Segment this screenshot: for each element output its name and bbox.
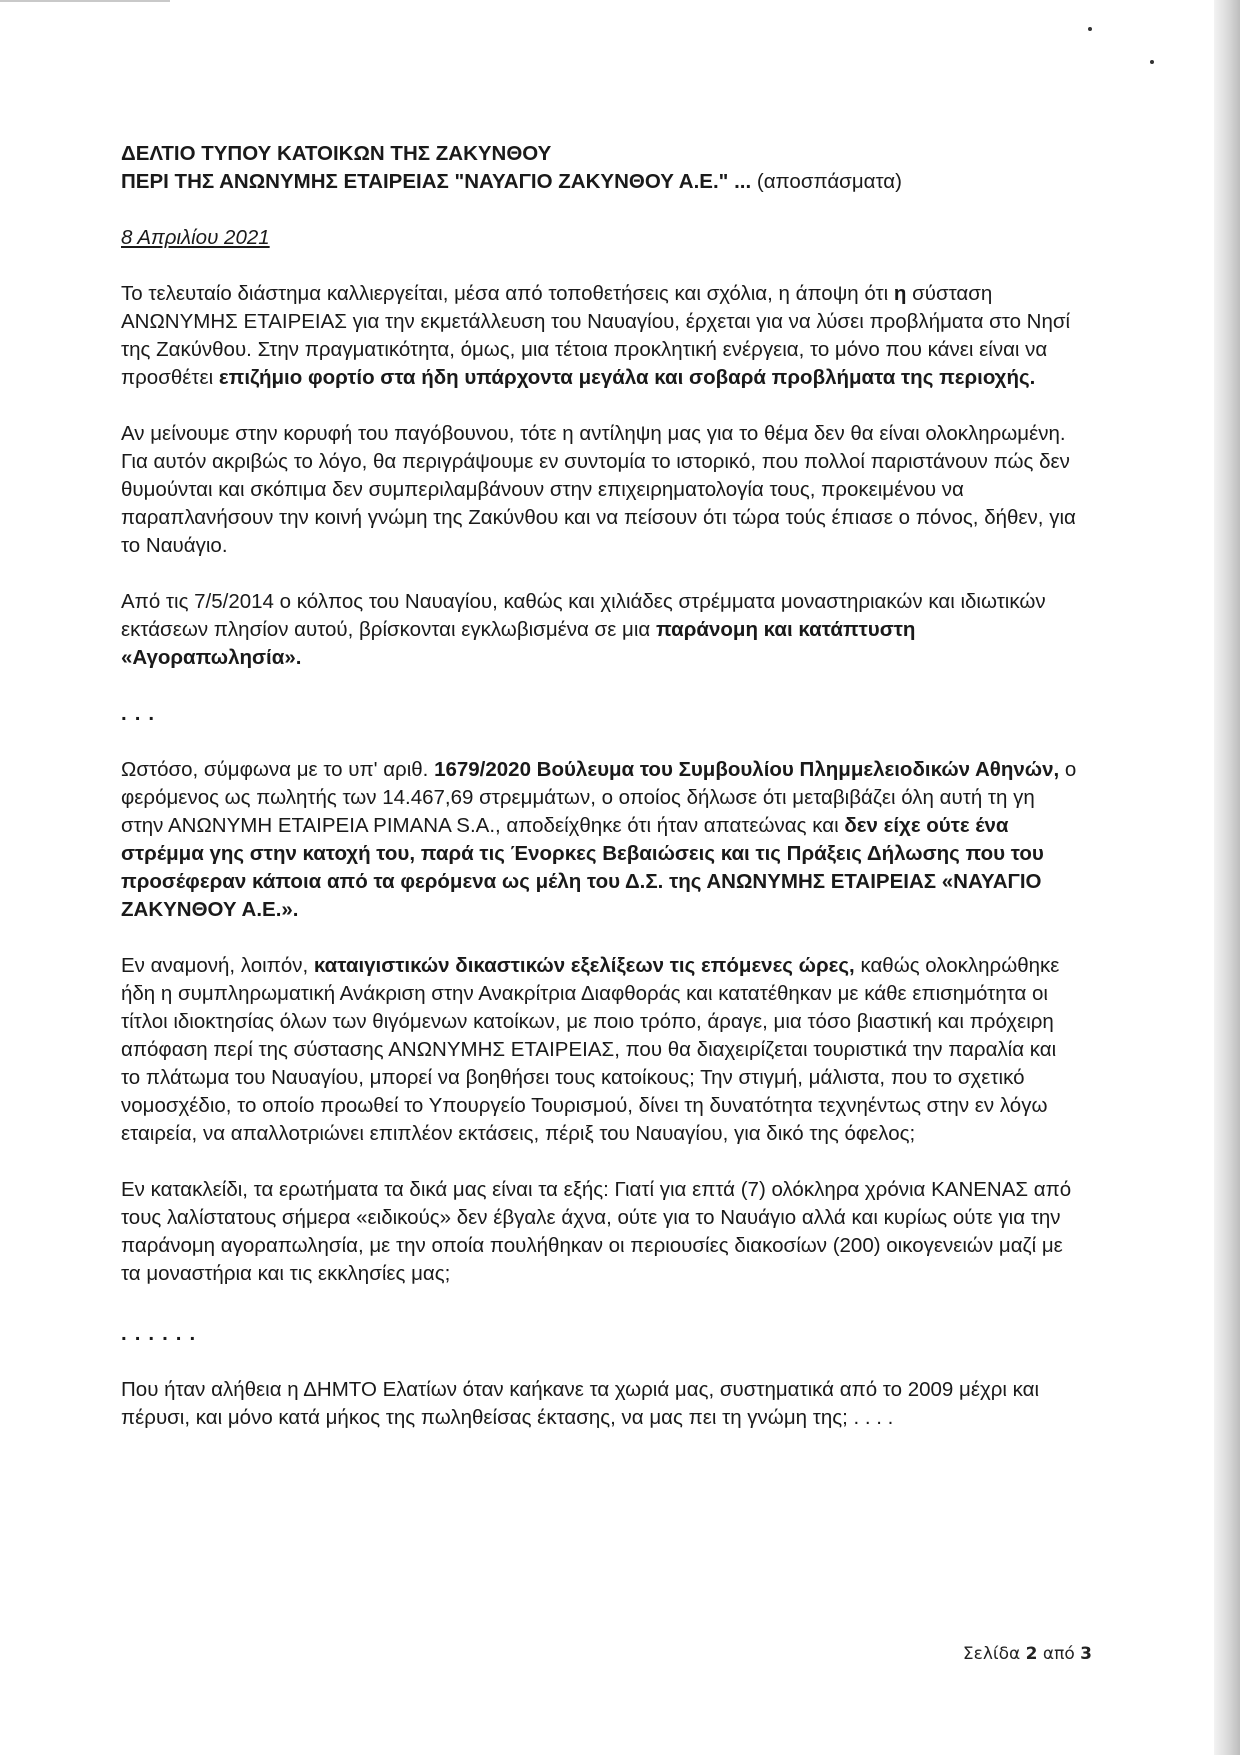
page-number bbox=[963, 1644, 1092, 1664]
text-run: σύσταση ΑΝΩΝΥΜΗΣ ΕΤΑΙΡΕΙΑΣ για την εκμετάλλευση του Ναυαγίου, έρχεται για να λύσει προβλήματα στο Νησί της Ζακύνθου. Στην πραγματικότητα, όμως, μια τέτοια προκλητική ενέργεια, το μόνο που κάνει είναι να προσθέτει bbox=[121, 282, 1071, 389]
document-date: 8 Απριλίου 2021 bbox=[121, 226, 270, 249]
document-title bbox=[121, 140, 1081, 196]
title-line-1: ΔΕΛΤΙΟ ΤΥΠΟΥ ΚΑΤΟΙΚΩΝ ΤΗΣ ΖΑΚΥΝΘΟΥ bbox=[121, 142, 552, 165]
ellipsis-separator: ...... bbox=[121, 1322, 204, 1345]
bold-run: η bbox=[893, 282, 907, 305]
scan-artifact-dot bbox=[1150, 60, 1154, 64]
page-word: Σελίδα bbox=[962, 1644, 1021, 1664]
title-line-2: ΠΕΡΙ ΤΗΣ ΑΝΩΝΥΜΗΣ ΕΤΑΙΡΕΙΑΣ "ΝΑΥΑΓΙΟ ΖΑΚΥΝΘΟΥ Α.Ε." ... bbox=[121, 170, 752, 193]
scan-artifact-dot bbox=[1088, 27, 1092, 31]
paragraph-7: Που ήταν αλήθεια η ΔΗΜΤΟ Ελατίων όταν καήκανε τα χωριά μας, συστηματικά από το 2009 μέχρι και πέρυσι, και μόνο κατά μήκος της πωληθείσας έκτασης, να μας πει τη γνώμη της; . . . . bbox=[121, 1378, 1040, 1429]
paragraph-2: Αν μείνουμε στην κορυφή του παγόβουνου, τότε η αντίληψη μας για το θέμα δεν θα είναι ολοκληρωμένη. Για αυτόν ακριβώς το λόγο, θα περιγράψουμε εν συντομία το ιστορικό, που πολλοί παριστάνουν πώς δεν θυμούνται και σκόπιμα δεν συμπεριλαμβάνουν στην επιχειρηματολογία τους, προκειμένου να παραπλανήσουν την κοινή γνώμη της Ζακύνθου και να πείσουν ότι τώρα τούς έπιασε ο πόνος, δήθεν, για το Ναυάγιο. bbox=[121, 422, 1076, 557]
scan-artifact-line bbox=[0, 0, 170, 2]
title-suffix: (αποσπάσματα) bbox=[751, 170, 902, 193]
paragraph-4 bbox=[121, 756, 1081, 924]
text-run: καθώς ολοκληρώθηκε ήδη η συμπληρωματική Ανάκριση στην Ανακρίτρια Διαφθοράς και κατατέθηκαν με κάθε επισημότητα οι τίτλοι ιδιοκτησίας όλων των θιγόμενων κατοίκων, με ποιο τρόπο, άραγε, μια τόσο βιαστική και πρόχειρη απόφαση περί της σύστασης ΑΝΩΝΥΜΗΣ ΕΤΑΙΡΕΙΑΣ, που θα διαχειρίζεται τουριστικά την παραλία και το πλάτωμα του Ναυαγίου, μπορεί να βοηθήσει τους κατοίκους; Την στιγμή, μάλιστα, που το σχετικό νομοσχέδιο, το οποίο προωθεί το Υπουργείο Τουρισμού, δίνει τη δυνατότητα τεχνηέντως στην εν λόγω εταιρεία, να απαλλοτριώνει επιπλέον εκτάσεις, πέριξ του Ναυαγίου, για δικό της όφελος; bbox=[121, 954, 1060, 1145]
text-run: Εν αναμονή, λοιπόν, bbox=[121, 954, 314, 977]
bold-run: καταιγιστικών δικαστικών εξελίξεων τις επόμενες ώρες, bbox=[313, 954, 855, 977]
paragraph-3 bbox=[121, 588, 1081, 672]
page-edge-shadow bbox=[1214, 0, 1240, 1755]
bold-run: 1679/2020 Βούλευμα του Συμβουλίου Πλημμελειοδικών Αθηνών, bbox=[434, 758, 1060, 781]
document-body bbox=[121, 140, 1081, 1432]
bold-run: δεν είχε ούτε ένα στρέμμα γης στην κατοχή του, παρά τις Ένορκες Βεβαιώσεις και τις Πράξεις Δήλωσης που του προσέφεραν κάποια από τα φερόμενα ως μέλη του Δ.Σ. της ΑΝΩΝΥΜΗΣ ΕΤΑΙΡΕΙΑΣ «ΝΑΥΑΓΙΟ ΖΑΚΥΝΘΟΥ Α.Ε.». bbox=[121, 814, 1044, 921]
text-run: Από τις 7/5/2014 ο κόλπος του Ναυαγίου, καθώς και χιλιάδες στρέμματα μοναστηριακών και ιδιωτικών εκτάσεων πλησίον αυτού, βρίσκονται εγκλωβισμένα σε μια bbox=[121, 590, 1046, 641]
paragraph-6: Εν κατακλείδι, τα ερωτήματα τα δικά μας είναι τα εξής: Γιατί για επτά (7) ολόκληρα χρόνια ΚΑΝΕΝΑΣ από τους λαλίστατους σήμερα «ειδικούς» δεν έβγαλε άχνα, ούτε για το Ναυάγιο αλλά και κυρίως ούτε για την παράνομη αγοραπωλησία, με την οποία πουλήθηκαν οι περιουσίες διακοσίων (200) οικογενειών μαζί με τα μοναστήρια και τις εκκλησίες μας; bbox=[121, 1178, 1072, 1285]
text-run: ο φερόμενος ως πωλητής των 14.467,69 στρεμμάτων, ο οποίος δήλωσε ότι μεταβιβάζει όλη αυτή τη γη στην ΑΝΩΝΥΜΗ ΕΤΑΙΡΕΙΑ ΡΙΜΑΝΑ S.A., αποδείχθηκε ότι ήταν απατεώνας και bbox=[121, 758, 1077, 837]
text-run: Ωστόσο, σύμφωνα με το υπ' αριθ. bbox=[121, 758, 435, 781]
page-current: 2 bbox=[1025, 1644, 1038, 1664]
page-of-word: από bbox=[1042, 1644, 1075, 1664]
bold-run: παράνομη και κατάπτυστη «Αγοραπωλησία». bbox=[121, 618, 916, 669]
bold-run: επιζήμιο φορτίο στα ήδη υπάρχοντα μεγάλα και σοβαρά προβλήματα της περιοχής. bbox=[218, 366, 1036, 389]
page-total: 3 bbox=[1080, 1644, 1092, 1664]
paragraph-5 bbox=[121, 952, 1081, 1148]
ellipsis-separator: ... bbox=[121, 702, 163, 725]
text-run: Το τελευταίο διάστημα καλλιεργείται, μέσα από τοποθετήσεις και σχόλια, η άποψη ότι bbox=[121, 282, 894, 305]
paragraph-1 bbox=[121, 280, 1081, 392]
